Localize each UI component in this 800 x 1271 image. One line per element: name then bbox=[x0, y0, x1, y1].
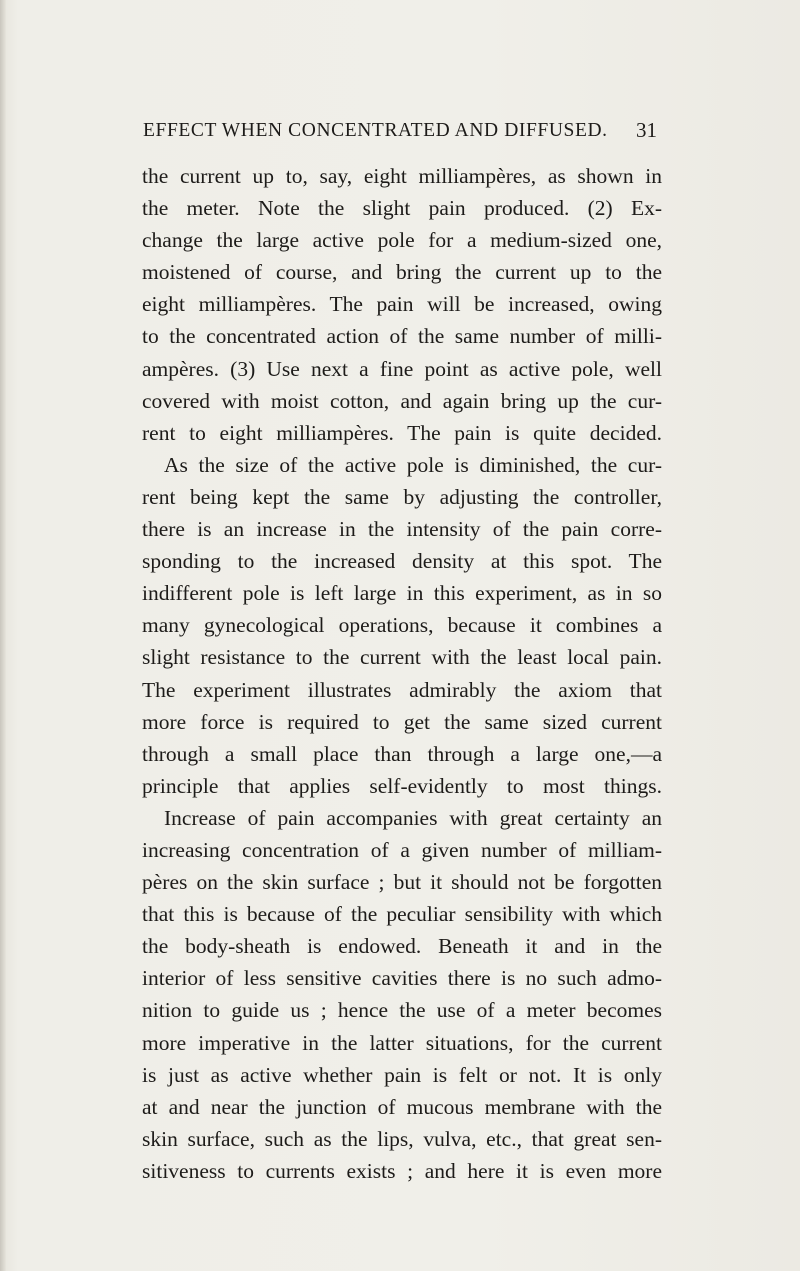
text-line: through a small place than through a large one,—a bbox=[142, 741, 662, 766]
text-line: change the large active pole for a medium-sized one, bbox=[142, 228, 662, 253]
text-line: skin surface, such as the lips, vulva, etc., that great sen- bbox=[142, 1126, 662, 1151]
text-line: rent to eight milliampères. The pain is quite decided. bbox=[142, 420, 662, 445]
text-line: the current up to, say, eight milliampères, as shown in bbox=[142, 164, 662, 188]
page-binding-edge bbox=[0, 0, 6, 1271]
text-line: that this is because of the peculiar sensibility with which bbox=[142, 902, 662, 927]
text-line: slight resistance to the current with the least local pain. bbox=[142, 645, 662, 670]
text-line: the body-sheath is endowed. Beneath it and in the bbox=[142, 934, 662, 959]
text-line: covered with moist cotton, and again bring up the cur- bbox=[142, 388, 662, 413]
text-line: the meter. Note the slight pain produced. (2) Ex- bbox=[142, 196, 662, 221]
text-line: is just as active whether pain is felt or not. It is only bbox=[142, 1062, 662, 1087]
running-head bbox=[143, 120, 657, 150]
text-line: sitiveness to currents exists ; and here it is even more bbox=[142, 1158, 662, 1183]
text-line: more force is required to get the same sized current bbox=[142, 709, 662, 734]
text-line: at and near the junction of mucous membrane with the bbox=[142, 1094, 662, 1119]
paragraph-start-line: As the size of the active pole is diminished, the cur- bbox=[164, 452, 662, 477]
text-line: there is an increase in the intensity of the pain corre- bbox=[142, 517, 662, 542]
text-line: ampères. (3) Use next a fine point as active pole, well bbox=[142, 356, 662, 381]
page-number: 31 bbox=[636, 118, 657, 142]
running-head-title: EFFECT WHEN CONCENTRATED AND DIFFUSED. bbox=[143, 120, 608, 141]
text-line: to the concentrated action of the same number of milli- bbox=[142, 324, 662, 349]
text-line: pères on the skin surface ; but it should not be forgotten bbox=[142, 870, 662, 895]
text-line: indifferent pole is left large in this experiment, as in so bbox=[142, 581, 662, 606]
text-line: principle that applies self-evidently to most things. bbox=[142, 773, 662, 798]
paragraph-start-line: Increase of pain accompanies with great certainty an bbox=[164, 805, 662, 830]
text-line: interior of less sensitive cavities there is no such admo- bbox=[142, 966, 662, 991]
text-line: The experiment illustrates admirably the axiom that bbox=[142, 677, 662, 702]
text-line: more imperative in the latter situations, for the current bbox=[142, 1030, 662, 1055]
text-line: increasing concentration of a given number of milliam- bbox=[142, 837, 662, 862]
text-line: rent being kept the same by adjusting the controller, bbox=[142, 484, 662, 509]
text-line: moistened of course, and bring the current up to the bbox=[142, 260, 662, 285]
body-text bbox=[142, 160, 662, 1187]
text-line: many gynecological operations, because it combines a bbox=[142, 613, 662, 638]
text-line: nition to guide us ; hence the use of a meter becomes bbox=[142, 998, 662, 1023]
text-line: sponding to the increased density at this spot. The bbox=[142, 549, 662, 574]
text-line: eight milliampères. The pain will be increased, owing bbox=[142, 292, 662, 317]
